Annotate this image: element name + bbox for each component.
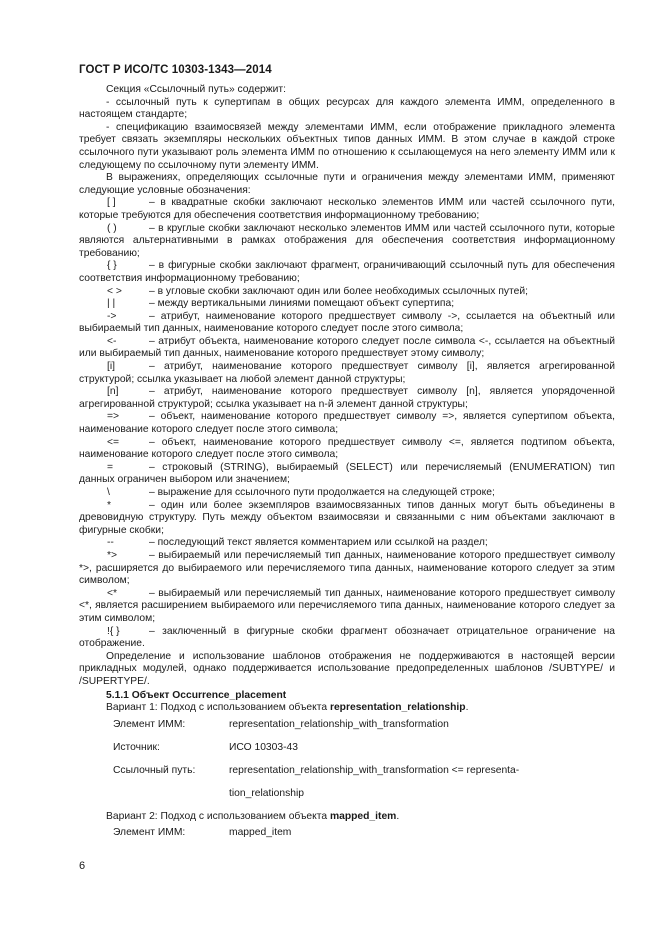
notation-symbol: ->: [107, 310, 117, 322]
notation-item: [79, 411, 615, 436]
notation-symbol: | |: [107, 298, 116, 310]
variant-2-heading: [79, 811, 615, 824]
notation-symbol: \: [107, 487, 110, 498]
mapping-value: representation_relationship_with_transformation <= representa-: [229, 764, 520, 776]
mapping-row: [113, 827, 615, 850]
notation-description: – выбираемый или перечисляемый тип данных, наименование которого предшествует символу *>, расширяется до выбираемого или перечисляемого типа данных, наименование которого следует за этим символом;: [79, 549, 615, 587]
notation-symbol: < >: [107, 285, 122, 297]
variant-1-prefix: Вариант 1: Подход с использованием объекта: [106, 702, 330, 714]
notation-description: – выражение для ссылочного пути продолжается на следующей строке;: [149, 487, 495, 498]
notation-symbol: --: [107, 537, 114, 549]
notation-description: – атрибут, наименование которого предшествует символу [i], является агрегированной структурой; ссылка указывает на любой элемент данной структуры;: [79, 361, 615, 385]
notation-description: – атрибут, наименование которого предшествует символу ->, ссылается на объектный или выбираемый тип данных, наименование которого следует после этого символа;: [79, 310, 615, 335]
notation-symbol: =>: [107, 411, 120, 423]
bullet-item: - ссылочный путь к супертипам в общих ресурсах для каждого элемента ИММ, определенного в настоящем стандарте;: [79, 96, 615, 121]
notation-description: – между вертикальными линиями помещают объект супертипа;: [149, 298, 455, 310]
notation-description: – объект, наименование которого предшествует символу =>, является супертипом объекта, наименование которого следует после этого символа;: [79, 411, 615, 436]
notation-item: [79, 487, 615, 500]
notation-description: – выбираемый или перечисляемый тип данных, наименование которого предшествует символу <*, является расширением выбираемого или перечисляемого типа данных, наименование которого следует за этим символом;: [79, 587, 615, 624]
variant-2-prefix: Вариант 2: Подход с использованием объекта: [106, 810, 330, 822]
variant-1-entity: representation_relationship: [329, 702, 466, 714]
mapping-key: Элемент ИММ:: [113, 827, 186, 839]
page-content: [79, 84, 615, 850]
intro-paragraph: Секция «Ссылочный путь» содержит:: [106, 84, 286, 95]
notation-symbol: *>: [107, 549, 118, 561]
notation-item: [79, 260, 615, 285]
notation-item: [79, 311, 615, 336]
notation-item: [79, 336, 615, 361]
variant-2-suffix: .: [396, 810, 400, 822]
notation-description: – атрибут, наименование которого предшествует символу [n], является упорядоченной агрегированной структурой; ссылка указывает на n-й элемент данной структуры;: [79, 386, 615, 410]
notation-symbol: *: [107, 499, 112, 511]
notation-description: – заключенный в фигурные скобки фрагмент обозначает отрицательное ограничение на отображение.: [79, 625, 615, 650]
notation-item: [79, 437, 615, 462]
notation-symbol: { }: [107, 260, 117, 272]
notation-description: – в квадратные скобки заключают несколько элементов ИММ или частей ссылочного пути, которые требуются для обеспечения соответствия информационному требованию;: [79, 197, 615, 221]
notation-symbol: [i]: [107, 361, 116, 373]
variant-1-suffix: .: [465, 702, 469, 714]
mapping-value: ИСО 10303-43: [229, 741, 298, 753]
notation-item: [79, 462, 615, 487]
notation-item: [79, 286, 615, 299]
notation-item: [79, 223, 615, 261]
mapping-value-continuation: tion_relationship: [229, 787, 304, 799]
mapping-value: mapped_item: [229, 827, 292, 839]
notation-description: – атрибут объекта, наименование которого следует после символа <-, ссылается на объектный или выбираемый тип данных, наименование которого предшествует этому символу;: [79, 335, 615, 360]
notation-item: [79, 588, 615, 626]
templates-note: Определение и использование шаблонов отображения не поддерживаются в настоящей версии прикладных модулей, однако поддерживается использование предопределенных шаблонов /SUBTYPE/ и /SUPERTYPE/.: [79, 650, 615, 687]
notation-item: [79, 361, 615, 386]
notation-item: [79, 197, 615, 222]
mapping-key: Элемент ИММ:: [113, 718, 186, 730]
mapping-value: representation_relationship_with_transformation: [229, 718, 449, 730]
notation-description: – в фигурные скобки заключают фрагмент, ограничивающий ссылочный путь для обеспечения соответствия информационному требованию;: [79, 260, 615, 284]
notation-description: – в угловые скобки заключают один или более необходимых ссылочных путей;: [149, 285, 528, 297]
notation-symbol: [ ]: [107, 197, 116, 209]
notation-intro: В выражениях, определяющих ссылочные пути и ограничения между элементами ИММ, применяют следующие условные обозначения:: [79, 172, 615, 196]
notation-list: [79, 197, 615, 650]
notation-item: [79, 550, 615, 588]
mapping-row: [113, 719, 615, 742]
notation-symbol: <*: [107, 587, 118, 599]
notation-item: [79, 386, 615, 411]
mapping-row: [113, 765, 615, 788]
page-number: 6: [79, 860, 86, 872]
notation-symbol: [n]: [107, 386, 119, 398]
notation-symbol: =: [107, 461, 114, 473]
notation-symbol: !{ }: [107, 625, 120, 637]
notation-symbol: <=: [107, 436, 120, 448]
section-title: 5.1.1 Объект Occurrence_placement: [106, 689, 287, 701]
notation-description: – объект, наименование которого предшествует символу <=, является подтипом объекта, наименование которого следует после этого символа;: [79, 436, 615, 461]
notation-item: [79, 626, 615, 651]
notation-description: – один или более экземпляров взаимосвязанных типов данных могут быть объединены в древовидную структуру. Путь между объектом взаимосвязи и связанными с ним объектами заключают в фигурные скобки;: [79, 499, 615, 536]
notation-item: [79, 537, 615, 550]
variant-1-heading: [79, 702, 615, 715]
notation-item: [79, 500, 615, 538]
mapping-row: [113, 742, 615, 765]
notation-symbol: <-: [107, 335, 117, 347]
mapping-key: Источник:: [113, 741, 160, 753]
mapping-key: Ссылочный путь:: [113, 764, 196, 776]
bullet-item: - спецификацию взаимосвязей между элементами ИММ, если отображение прикладного элемента требует связать экземпляры нескольких объектных типов данных ИММ. В этом случае в каждой строке ссылочного пути указывают роль элемента ИММ по отношению к ссылающемуся на него элементу ИММ или к следующему по ссылочному пути элементу ИММ.: [79, 121, 615, 171]
document-header: ГОСТ Р ИСО/ТС 10303-1343—2014: [79, 64, 272, 76]
notation-symbol: ( ): [107, 222, 117, 234]
notation-description: – последующий текст является комментарием или ссылкой на раздел;: [149, 537, 488, 549]
variant-2-entity: mapped_item: [329, 810, 397, 822]
notation-description: – строковый (STRING), выбираемый (SELECT) или перечисляемый (ENUMERATION) тип данных ограничен выбором или значением;: [79, 461, 615, 486]
notation-item: [79, 298, 615, 311]
notation-description: – в круглые скобки заключают несколько элементов ИММ или частей ссылочного пути, которые являются альтернативными в рамках отображения для обеспечения соответствия информационному требованию;: [79, 222, 615, 259]
